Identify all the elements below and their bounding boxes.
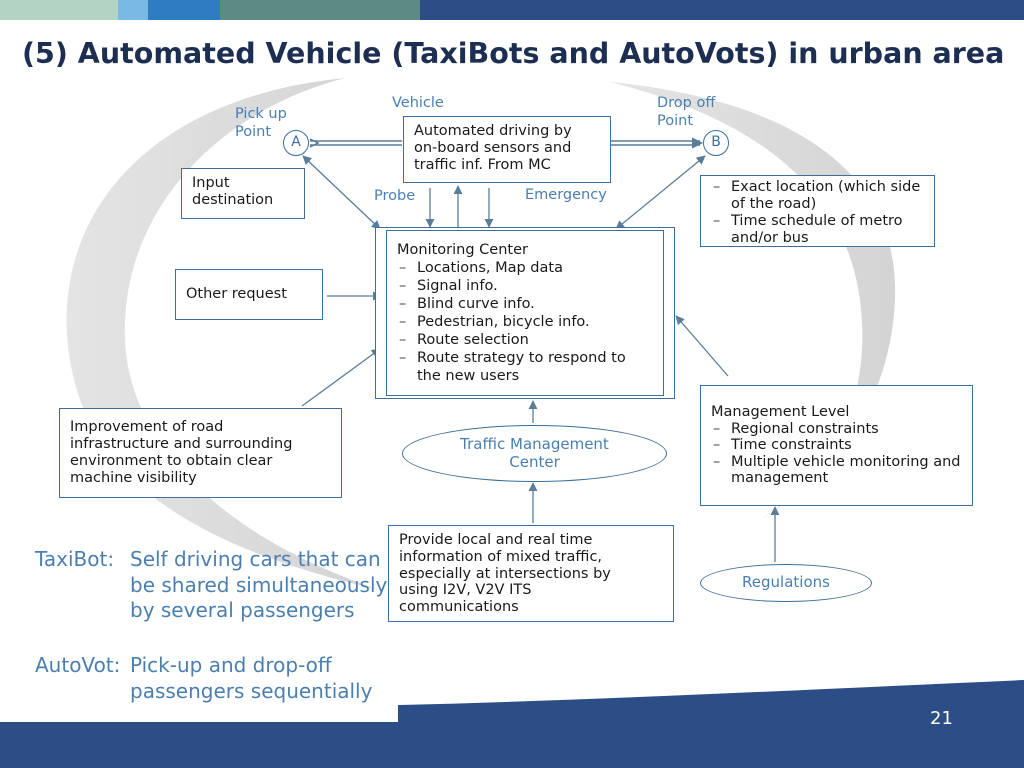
input-destination-box (181, 168, 305, 219)
vehicle-box-line: traffic inf. From MC (414, 157, 551, 173)
monitoring-center-item: – Pedestrian, bicycle info. (397, 313, 653, 331)
monitoring-center-item: – Route selection (397, 331, 653, 349)
pickup-circle-a: A (283, 130, 309, 156)
probe-label: Probe (374, 188, 416, 204)
improvement-box (59, 408, 342, 498)
dropoff-circle-b: B (703, 130, 729, 156)
management-level-title: Management Level (711, 404, 850, 420)
dropoff-label-line: Drop off (657, 95, 716, 111)
traffic-management-center (402, 425, 667, 482)
management-level-item: – Multiple vehicle monitoring and management (711, 454, 962, 487)
pickup-label-line: Pick up (235, 106, 287, 122)
vehicle-box-line: Automated driving by (414, 123, 572, 139)
pickup-label-line: Point (235, 124, 272, 140)
page-number: 21 (930, 708, 953, 729)
regulations: Regulations (700, 564, 872, 602)
provide-info-line: Provide local and real time (399, 532, 593, 548)
autovot-text: Pick-up and drop-off passengers sequentially (130, 653, 373, 703)
management-level-box (700, 385, 973, 506)
input-destination-line: Input (192, 175, 230, 191)
taxibot-definition (35, 547, 395, 651)
slide-title: (5) Automated Vehicle (TaxiBots and AutoVots) in urban area (22, 37, 1005, 70)
management-level-item: – Regional constraints (711, 421, 962, 438)
pickup-point-label (235, 105, 287, 141)
improvement-line: infrastructure and surrounding (70, 436, 293, 452)
provide-info-line: especially at intersections by (399, 565, 611, 582)
monitoring-center-item: – Signal info. (397, 277, 653, 295)
monitoring-center-item: – Route strategy to respond to the new users (397, 349, 653, 385)
improvement-line: machine visibility (70, 470, 197, 486)
monitoring-center-title: Monitoring Center (397, 242, 528, 258)
vehicle-box-line: on-board sensors and (414, 140, 572, 156)
emergency-label: Emergency (525, 187, 607, 203)
monitoring-center-box (386, 230, 664, 396)
improvement-line: environment to obtain clear (70, 453, 273, 469)
autovot-term: AutoVot: (35, 653, 121, 677)
dropoff-label-line: Point (657, 113, 694, 129)
provide-info-line: communications (399, 599, 519, 616)
exact-location-box (700, 175, 935, 247)
exact-location-item: – Exact location (which side of the road) (711, 179, 924, 213)
dropoff-point-label (657, 94, 715, 130)
provide-info-box (388, 525, 674, 622)
monitoring-center-item: – Locations, Map data (397, 259, 653, 277)
improvement-line: Improvement of road (70, 419, 224, 435)
other-request-box (175, 269, 323, 320)
vehicle-label: Vehicle (392, 95, 444, 111)
taxibot-term: TaxiBot: (35, 547, 115, 571)
input-destination-line: destination (192, 192, 274, 208)
tmc-line: Traffic Management (460, 435, 609, 453)
background-swoosh (67, 78, 380, 590)
taxibot-text: Self driving cars that can be shared simultaneously by several passengers (130, 547, 388, 622)
exact-location-item: – Time schedule of metro and/or bus (711, 213, 924, 247)
vehicle-box (403, 116, 611, 183)
provide-info-line: information of mixed traffic, (399, 548, 603, 565)
management-level-item: – Time constraints (711, 437, 962, 454)
tmc-line: Center (509, 453, 560, 471)
provide-info-line: using I2V, V2V ITS (399, 582, 532, 599)
other-request-text: Other request (186, 286, 287, 302)
monitoring-center-item: – Blind curve info. (397, 295, 653, 313)
autovot-definition (35, 653, 395, 705)
